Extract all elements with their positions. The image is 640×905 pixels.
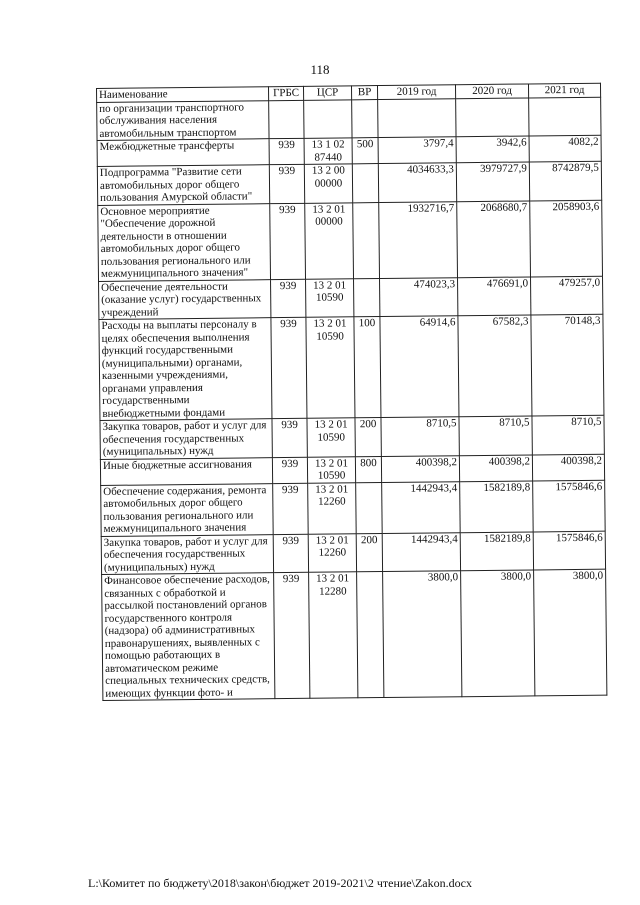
row-name: по организации транспортного обслуживания населения автомобильным транспортом — [97, 100, 269, 140]
budget-table — [96, 83, 607, 701]
row-vr: 800 — [355, 456, 381, 482]
row-grbs: 939 — [273, 483, 309, 534]
row-name: Подпрограмма "Развитие сети автомобильных дорог общего пользования Амурской области" — [97, 165, 269, 205]
table-row — [101, 531, 605, 575]
row-2020: 8710,5 — [459, 416, 532, 455]
table-row — [97, 97, 601, 141]
row-2019: 400398,2 — [381, 455, 459, 482]
row-2019: 3797,4 — [378, 137, 456, 164]
row-name: Обеспечение деятельности (оказание услуг) государственных учреждений — [99, 279, 271, 319]
row-2019: 1442943,4 — [382, 532, 460, 571]
row-vr: 200 — [355, 418, 381, 457]
row-2020: 476691,0 — [458, 276, 531, 315]
header-name: Наименование — [97, 87, 269, 102]
row-2019: 474023,3 — [380, 277, 458, 316]
row-grbs — [269, 100, 304, 139]
header-vr: ВР — [351, 86, 377, 100]
row-2020: 3800,0 — [461, 570, 535, 697]
row-grbs: 939 — [272, 457, 307, 483]
row-2021: 70148,3 — [531, 314, 604, 416]
row-vr — [354, 278, 380, 317]
row-2020: 400398,2 — [459, 454, 532, 481]
row-2020: 3942,6 — [456, 136, 529, 163]
row-csr: 13 2 01 12260 — [308, 533, 356, 572]
page-number: 118 — [310, 62, 330, 77]
row-csr: 13 2 01 10590 — [306, 278, 354, 317]
row-vr — [353, 202, 380, 278]
row-grbs: 939 — [270, 203, 306, 279]
header-csr: ЦСР — [303, 86, 351, 100]
row-grbs: 939 — [271, 317, 307, 418]
header-2020: 2020 год — [455, 84, 528, 98]
row-2020: 1582189,8 — [460, 480, 534, 532]
header-grbs: ГРБС — [268, 86, 303, 100]
row-name: Обеспечение содержания, ремонта автомобильных дорог общего пользования регионального или межмуниципального значения — [101, 483, 274, 536]
row-2019 — [378, 98, 456, 137]
row-vr — [352, 99, 378, 138]
row-grbs: 939 — [274, 572, 310, 698]
row-vr: 100 — [354, 317, 381, 418]
header-2021: 2021 год — [528, 83, 600, 97]
row-2019: 1932716,7 — [379, 201, 458, 278]
row-2021: 1575846,6 — [533, 531, 605, 570]
row-csr: 13 2 01 10590 — [307, 456, 355, 483]
row-grbs: 939 — [269, 138, 304, 164]
file-path-footer: L:\Комитет по бюджету\2018\закон\бюджет 2019-2021\2 чтение\Zakon.docx — [88, 876, 472, 890]
header-2019: 2019 год — [377, 85, 455, 99]
row-vr — [357, 572, 384, 698]
row-csr: 13 2 01 12260 — [308, 482, 357, 533]
row-vr: 200 — [356, 533, 382, 572]
row-vr: 500 — [352, 138, 378, 164]
row-2021: 2058903,6 — [530, 200, 603, 277]
row-2020 — [456, 97, 529, 136]
row-2020: 3979727,9 — [456, 162, 529, 201]
row-name: Основное мероприятие "Обеспечение дорожной деятельности в отношении автомобильных дорог общего пользования регионального или межмуниципального значения" — [98, 203, 271, 281]
row-csr: 13 2 01 10590 — [307, 418, 355, 457]
row-2021: 8742879,5 — [529, 161, 601, 200]
row-2021: 400398,2 — [532, 454, 604, 481]
row-name: Закупка товаров, работ и услуг для обеспечения государственных (муниципальных) нужд — [101, 534, 273, 574]
table-row — [99, 276, 603, 320]
row-name: Расходы на выплаты персоналу в целях обеспечения выполнения функций государственными (муниципальными) органами, казенными учреждениями, органами управления государственными внебюджетными фондами — [99, 318, 272, 421]
row-grbs: 939 — [269, 164, 304, 203]
row-grbs: 939 — [271, 279, 306, 318]
row-2021 — [529, 97, 601, 136]
row-name: Иные бюджетные ассигнования — [100, 457, 272, 485]
row-csr: 13 2 01 12280 — [309, 572, 358, 698]
table-row — [102, 569, 607, 700]
row-2020: 67582,3 — [458, 315, 532, 417]
row-2019: 8710,5 — [381, 417, 459, 456]
row-2020: 1582189,8 — [460, 531, 533, 570]
row-2021: 8710,5 — [532, 415, 604, 454]
row-csr: 13 2 01 00000 — [305, 202, 354, 278]
row-name: Межбюджетные трансферты — [97, 139, 269, 167]
row-2019: 1442943,4 — [382, 481, 461, 533]
row-csr: 13 1 02 87440 — [304, 138, 352, 165]
row-csr: 13 2 01 10590 — [306, 317, 355, 418]
row-grbs: 939 — [273, 534, 308, 573]
row-2021: 1575846,6 — [533, 480, 606, 532]
row-csr — [304, 99, 352, 138]
row-name: Закупка товаров, работ и услуг для обеспечения государственных (муниципальных) нужд — [100, 419, 272, 459]
row-2020: 2068680,7 — [457, 200, 531, 277]
row-2021: 479257,0 — [530, 276, 602, 315]
row-grbs: 939 — [272, 418, 307, 457]
row-2021: 4082,2 — [529, 135, 601, 162]
row-name: Финансовое обеспечение расходов, связанных с обработкой и рассылкой постановлений органов государственного контроля (надзора) об административных правонарушениях, выявленных с помощью работающих в автоматическом режиме специальных технических средств, имеющих функции фото- и — [102, 573, 275, 701]
row-2019: 4034633,3 — [378, 163, 456, 202]
table-row — [101, 480, 606, 536]
table-row — [97, 161, 601, 205]
row-vr — [356, 482, 383, 533]
row-2019: 3800,0 — [383, 571, 462, 698]
table-row — [98, 200, 603, 281]
row-vr — [352, 164, 378, 203]
row-2021: 3800,0 — [534, 569, 607, 696]
table-row — [100, 415, 604, 459]
row-csr: 13 2 00 00000 — [304, 164, 352, 203]
table-row — [99, 314, 604, 420]
row-2019: 64914,6 — [380, 316, 459, 418]
